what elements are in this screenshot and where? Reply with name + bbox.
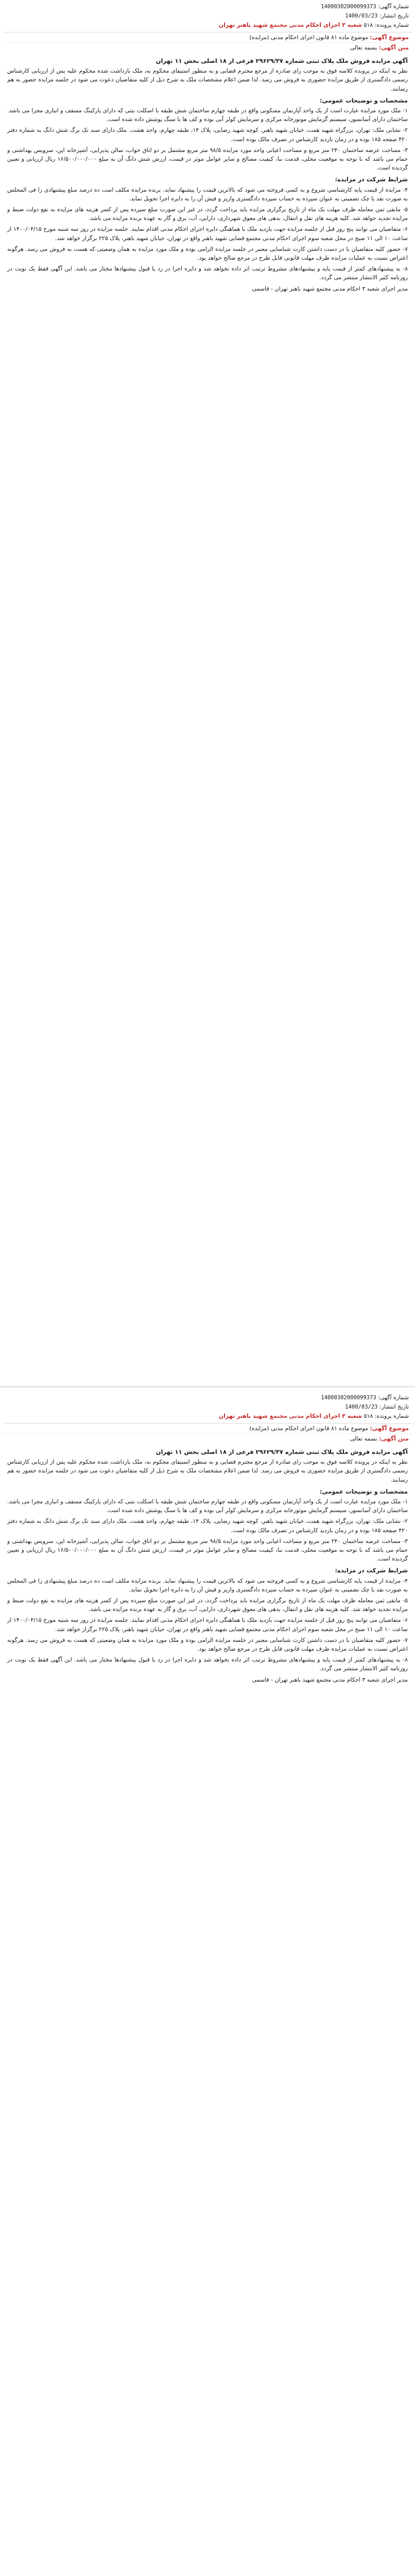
case-number: شماره پرونده: ۵۱۸: [364, 22, 409, 28]
paragraph-8: ۸- به پیشنهادهای کمتر از قیمت پایه و پیشنهادهای مشروط ترتیب اثر داده نخواهد شد و دایره اجرا در رد یا قبول پیشنهادها مختار می باشد. این آگهی فقط یک نوبت در روزنامه کثیر الانتشار منتشر می گردد.: [7, 265, 408, 281]
notice-topic: [3, 1423, 412, 1434]
number-label: شماره آگهی:: [378, 1394, 409, 1401]
notice-intro: نظر به اینکه در پرونده کلاسه فوق به موجب رای صادره از مرجع محترم قضایی و به منظور استیفای محکوم به، ملک بازداشت شده محکوم علیه پس از ارزیابی کارشناس رسمی دادگستری از طریق مزایده حضوری به فروش می رسد. لذا ضمن اعلام مشخصات ملک به شرح ذیل از کلیه متقاضیان دعوت می شود در جلسه مزایده حضور به هم رسانند.: [7, 1459, 408, 1483]
notice-sheet-2: [3, 1391, 412, 1689]
signature: مدیر اجرای شعبه ۳ احکام مدنی مجتمع شهید باهنر تهران - قاسمی: [252, 285, 408, 292]
topic-label: موضوع آگهی:: [370, 34, 409, 41]
text-label: متن آگهی:: [379, 44, 409, 51]
paragraph-6: ۶- متقاضیان می توانند پنج روز قبل از جلسه مزایده جهت بازدید ملک با هماهنگی دایره اجرای احکام مدنی اقدام نمایند. جلسه مزایده در روز سه شنبه مورخ ۱۴۰۰/۰۴/۱۵ از ساعت ۱۰ الی ۱۱ صبح در محل شعبه سوم اجرای احکام مدنی مجتمع قضایی شهید باهنر واقع در تهران، خیابان شهید باهنر، پلاک ۲۲۵ برگزار خواهد شد.: [7, 1617, 408, 1633]
topic-value: موضوع ماده ۸۱ قانون اجرای احکام مدنی (مزایده): [249, 34, 368, 41]
number-value: 14000302000099373: [321, 4, 376, 10]
paragraph-8: ۸- به پیشنهادهای کمتر از قیمت پایه و پیشنهادهای مشروط ترتیب اثر داده نخواهد شد و دایره اجرا در رد یا قبول پیشنهادها مختار می باشد. این آگهی فقط یک نوبت در روزنامه کثیر الانتشار منتشر می گردد.: [7, 1656, 408, 1672]
notice-topic: [3, 32, 412, 43]
text-label: متن آگهی:: [379, 1435, 409, 1442]
paragraph-2: ۲- نشانی ملک: تهران، بزرگراه شهید همت، خیابان شهید باهنر، کوچه شهید رضایی، پلاک ۱۴، طبقه چهارم، واحد هشت. ملک دارای سند تک برگ شش دانگ به شماره دفتر ۴۲۰ صفحه ۱۸۵ بوده و در زمان بازدید کارشناس در تصرف مالک بوده است.: [7, 1518, 408, 1534]
notice-intro: نظر به اینکه در پرونده کلاسه فوق به موجب رای صادره از مرجع محترم قضایی و به منظور استیفای محکوم به، ملک بازداشت شده محکوم علیه پس از ارزیابی کارشناس رسمی دادگستری از طریق مزایده حضوری به فروش می رسد. لذا ضمن اعلام مشخصات ملک به شرح ذیل از کلیه متقاضیان دعوت می شود در جلسه مزایده حضور به هم رسانند.: [7, 67, 408, 92]
paragraph-5: ۵- مابقی ثمن معامله ظرف مهلت یک ماه از تاریخ برگزاری مزایده باید پرداخت گردد، در غیر این صورت مبلغ سپرده پس از کسر هزینه های مزایده به نفع دولت ضبط و مزایده تجدید خواهد شد. کلیه هزینه های نقل و انتقال، بدهی های معوق شهرداری، دارایی، آب، برق و گاز به عهده برنده مزایده می باشد.: [7, 206, 408, 222]
topic-value: موضوع ماده ۸۱ قانون اجرای احکام مدنی (مزایده): [249, 1425, 368, 1432]
topic-label: موضوع آگهی:: [370, 1425, 409, 1432]
notice-text-heading: [3, 43, 412, 53]
notice-header: [3, 0, 412, 32]
signature: مدیر اجرای شعبه ۳ احکام مدنی مجتمع شهید باهنر تهران - قاسمی: [252, 1676, 408, 1683]
section-general-title: مشخصات و توضیحات عمومی:: [319, 1487, 408, 1495]
paragraph-3: ۳- مساحت عرصه ساختمان ۲۴۰ متر مربع و مساحت اعیانی واحد مورد مزایده ۹۸/۵ متر مربع مشتمل بر دو اتاق خواب، سالن پذیرایی، آشپزخانه اپن، سرویس بهداشتی و حمام می باشد که با توجه به موقعیت محلی، قدمت بنا، کیفیت مصالح و سایر عوامل موثر در قیمت، ارزش شش دانگ آن به مبلغ ۱۶/۵۰۰/۰۰۰/۰۰۰ ریال ارزیابی و تعیین گردیده است.: [7, 146, 408, 172]
section-conditions-title: شرایط شرکت در مزایده:: [335, 1567, 408, 1574]
section-conditions-title: شرایط شرکت در مزایده:: [335, 176, 408, 183]
paragraph-2: ۲- نشانی ملک: تهران، بزرگراه شهید همت، خیابان شهید باهنر، کوچه شهید رضایی، پلاک ۱۴، طبقه چهارم، واحد هشت. ملک دارای سند تک برگ شش دانگ به شماره دفتر ۴۲۰ صفحه ۱۸۵ بوده و در زمان بازدید کارشناس در تصرف مالک بوده است.: [7, 127, 408, 143]
paragraph-7: ۷- حضور کلیه متقاضیان با در دست داشتن کارت شناسایی معتبر در جلسه مزایده الزامی بوده و ملک مورد مزایده به همان وضعیتی که هست به فروش می رسد. هرگونه اعتراض نسبت به عملیات مزایده ظرف مهلت قانونی قابل طرح در مرجع صالح خواهد بود.: [7, 245, 408, 262]
paragraph-4: ۴- مزایده از قیمت پایه کارشناسی شروع و به کسی فروخته می شود که بالاترین قیمت را پیشنهاد نماید. برنده مزایده مکلف است ده درصد مبلغ پیشنهادی را فی المجلس به صورت نقد یا چک تضمینی به عنوان سپرده به حساب سپرده دادگستری واریز و فیش آن را به دایره اجرا تحویل نماید.: [7, 186, 408, 202]
notice-body: [3, 53, 412, 298]
text-heading-value: بسمه تعالی: [350, 44, 377, 51]
date-value: 1400/03/23: [345, 13, 378, 19]
branch-name: شعبه ۳ اجرای احکام مدنی مجتمع شهید باهنر تهران: [218, 1413, 362, 1419]
paragraph-3: ۳- مساحت عرصه ساختمان ۲۴۰ متر مربع و مساحت اعیانی واحد مورد مزایده ۹۸/۵ متر مربع مشتمل بر دو اتاق خواب، سالن پذیرایی، آشپزخانه اپن، سرویس بهداشتی و حمام می باشد که با توجه به موقعیت محلی، قدمت بنا، کیفیت مصالح و سایر عوامل موثر در قیمت، ارزش شش دانگ آن به مبلغ ۱۶/۵۰۰/۰۰۰/۰۰۰ ریال ارزیابی و تعیین گردیده است.: [7, 1537, 408, 1563]
notice-text-heading: [3, 1434, 412, 1444]
notice-title: آگهی مزایده فروش ملک پلاک ثبتی شماره ۲۹۶۲۹/۳۷ فرعی از ۱۸ اصلی بخش ۱۱ تهران: [155, 57, 408, 64]
notice-title: آگهی مزایده فروش ملک پلاک ثبتی شماره ۲۹۶۲۹/۳۷ فرعی از ۱۸ اصلی بخش ۱۱ تهران: [155, 1448, 408, 1455]
branch-name: شعبه ۳ اجرای احکام مدنی مجتمع شهید باهنر تهران: [218, 22, 362, 28]
text-heading-value: بسمه تعالی: [350, 1435, 377, 1442]
notice-sheet-1: [3, 0, 412, 298]
paragraph-6: ۶- متقاضیان می توانند پنج روز قبل از جلسه مزایده جهت بازدید ملک با هماهنگی دایره اجرای احکام مدنی اقدام نمایند. جلسه مزایده در روز سه شنبه مورخ ۱۴۰۰/۰۴/۱۵ از ساعت ۱۰ الی ۱۱ صبح در محل شعبه سوم اجرای احکام مدنی مجتمع قضایی شهید باهنر واقع در تهران، خیابان شهید باهنر، پلاک ۲۲۵ برگزار خواهد شد.: [7, 226, 408, 242]
paragraph-7: ۷- حضور کلیه متقاضیان با در دست داشتن کارت شناسایی معتبر در جلسه مزایده الزامی بوده و ملک مورد مزایده به همان وضعیتی که هست به فروش می رسد. هرگونه اعتراض نسبت به عملیات مزایده ظرف مهلت قانونی قابل طرح در مرجع صالح خواهد بود.: [7, 1636, 408, 1653]
sheet-divider: [0, 1386, 415, 1387]
notice-header: [3, 1391, 412, 1423]
notice-body: [3, 1444, 412, 1689]
number-value: 14000302000099373: [321, 1395, 376, 1401]
paragraph-4: ۴- مزایده از قیمت پایه کارشناسی شروع و به کسی فروخته می شود که بالاترین قیمت را پیشنهاد نماید. برنده مزایده مکلف است ده درصد مبلغ پیشنهادی را فی المجلس به صورت نقد یا چک تضمینی به عنوان سپرده به حساب سپرده دادگستری واریز و فیش آن را به دایره اجرا تحویل نماید.: [7, 1577, 408, 1593]
date-value: 1400/03/23: [345, 1404, 378, 1410]
paragraph-5: ۵- مابقی ثمن معامله ظرف مهلت یک ماه از تاریخ برگزاری مزایده باید پرداخت گردد، در غیر این صورت مبلغ سپرده پس از کسر هزینه های مزایده به نفع دولت ضبط و مزایده تجدید خواهد شد. کلیه هزینه های نقل و انتقال، بدهی های معوق شهرداری، دارایی، آب، برق و گاز به عهده برنده مزایده می باشد.: [7, 1597, 408, 1613]
number-label: شماره آگهی:: [378, 3, 409, 10]
paragraph-1: ۱- ملک مورد مزایده عبارت است از یک واحد آپارتمان مسکونی واقع در طبقه چهارم ساختمان شش طبقه با اسکلت بتنی که دارای پارکینگ مسقف و انباری مجزا می باشد. ساختمان دارای آسانسور، سیستم گرمایش موتورخانه مرکزی و سرمایش کولر آبی بوده و کف ها با سنگ پوشش داده شده است.: [7, 107, 408, 123]
case-number: شماره پرونده: ۵۱۸: [364, 1413, 409, 1419]
paragraph-1: ۱- ملک مورد مزایده عبارت است از یک واحد آپارتمان مسکونی واقع در طبقه چهارم ساختمان شش طبقه با اسکلت بتنی که دارای پارکینگ مسقف و انباری مجزا می باشد. ساختمان دارای آسانسور، سیستم گرمایش موتورخانه مرکزی و سرمایش کولر آبی بوده و کف ها با سنگ پوشش داده شده است.: [7, 1498, 408, 1514]
date-label: تاریخ انتشار:: [379, 12, 409, 19]
section-general-title: مشخصات و توضیحات عمومی:: [319, 96, 408, 104]
date-label: تاریخ انتشار:: [379, 1403, 409, 1410]
